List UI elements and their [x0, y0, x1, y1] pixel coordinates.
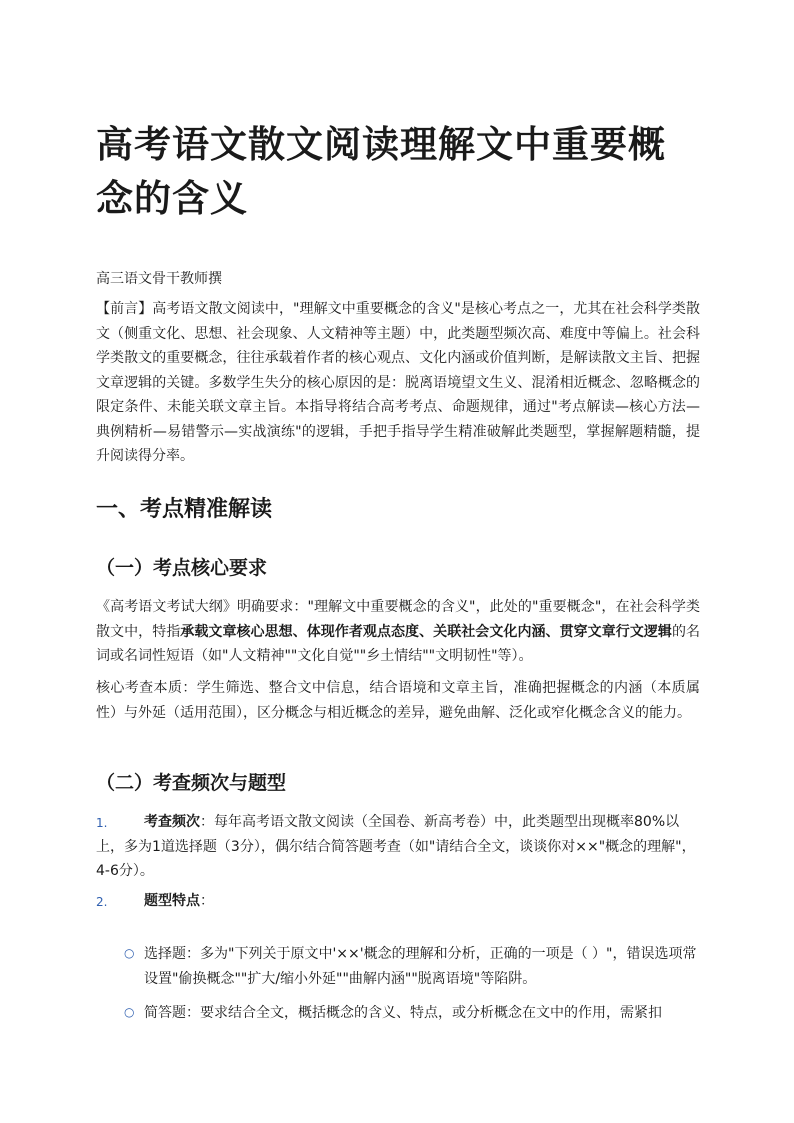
list-item-2-text: ：	[200, 893, 214, 909]
bullet-item-1: 选择题：多为"下列关于原文中'××'概念的理解和分析，正确的一项是（ ）"，错误选项常设置"偷换概念""扩大/缩小外延""曲解内涵""脱离语境"等陷阱。	[144, 946, 697, 987]
paragraph-text: 《高考语文考试大纲》明确要求："理解文中重要概念的含义"，此处的"重要概念"，在社会科学类散文中，特指	[96, 599, 700, 640]
list-item-2-label: 题型特点	[144, 893, 200, 909]
subsection-heading-2: （二）考查频次与题型	[96, 772, 287, 794]
section-heading-1: 一、考点精准解读	[96, 497, 273, 522]
emphasis-text: 承载文章核心思想、体现作者观点态度、关联社会文化内涵、贯穿文章行文逻辑	[180, 623, 672, 640]
subsection-1-paragraph-2: 核心考查本质：学生筛选、整合文中信息，结合语境和文章主旨，准确把握概念的内涵（本质属性）与外延（适用范围），区分概念与相近概念的差异，避免曲解、泛化或窄化概念含义的能力。	[96, 680, 700, 721]
subsection-heading-1: （一）考点核心要求	[96, 557, 268, 579]
bullet-icon: ○	[124, 946, 135, 960]
list-item-2	[96, 889, 700, 914]
list-item-1-text: ：每年高考语文散文阅读（全国卷、新高考卷）中，此类题型出现概率80%以上，多为1道选择题（3分），偶尔结合简答题考查（如"请结合全文，谈谈你对××"概念的理解"，4-6分）。	[96, 814, 696, 879]
bullet-icon: ○	[124, 1005, 135, 1019]
subsection-1-paragraph-1	[96, 595, 700, 669]
document-title: 高考语文散文阅读理解文中重要概念的含义	[96, 123, 666, 220]
bullet-item-2: 简答题：要求结合全文，概括概念的含义、特点，或分析概念在文中的作用，需紧扣	[144, 1005, 662, 1021]
list-item-1	[96, 810, 700, 884]
list-item-1-label: 考查频次	[144, 814, 200, 830]
list-number-1: 1.	[96, 816, 108, 830]
author-line: 高三语文骨干教师撰	[96, 271, 222, 287]
list-number-2: 2.	[96, 895, 108, 909]
paragraph-text-end: 的名词或名词性短语（如"人文精神""文化自觉""乡土情结""文明韧性"等）。	[96, 623, 701, 664]
intro-paragraph: 【前言】高考语文散文阅读中，"理解文中重要概念的含义"是核心考点之一，尤其在社会科学类散文（侧重文化、思想、社会现象、人文精神等主题）中，此类题型频次高、难度中等偏上。社会科学类散文的重要概念，往往承载着作者的核心观点、文化内涵或价值判断，是解读散文主旨、把握文章逻辑的关键。多数学生失分的核心原因的是：脱离语境望文生义、混淆相近概念、忽略概念的限定条件、未能关联文章主旨。本指导将结合高考考点、命题规律，通过"考点解读—核心方法—典例精析—易错警示—实战演练"的逻辑，手把手指导学生精准破解此类题型，掌握解题精髓，提升阅读得分率。	[96, 301, 700, 464]
